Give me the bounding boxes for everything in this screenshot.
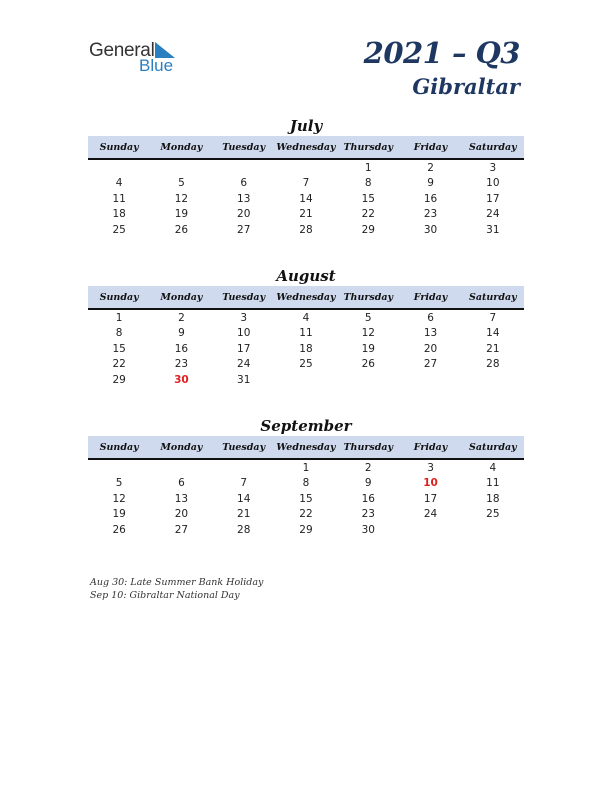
day-cell: 11 xyxy=(112,192,126,205)
day-cell: 1 xyxy=(364,161,372,174)
day-cell: 26 xyxy=(361,358,375,371)
weekday-label: Monday xyxy=(160,141,203,153)
day-cell: 22 xyxy=(361,208,375,221)
month-block-august xyxy=(88,266,524,388)
day-cell: 14 xyxy=(486,327,500,340)
weekday-header xyxy=(88,136,524,160)
week-row xyxy=(88,522,524,538)
day-cell: 3 xyxy=(427,461,434,474)
day-cell: 10 xyxy=(237,327,251,340)
day-cell: 7 xyxy=(302,177,310,190)
day-cell: 3 xyxy=(240,311,248,324)
week-row xyxy=(88,341,524,357)
week-row xyxy=(88,357,524,373)
day-cell: 29 xyxy=(361,223,375,236)
day-cell: 24 xyxy=(237,358,251,371)
day-cell: 21 xyxy=(237,508,251,521)
day-cell: 13 xyxy=(237,192,251,205)
day-cell: 5 xyxy=(178,177,185,190)
day-cell: 2 xyxy=(427,161,434,174)
day-cell: 31 xyxy=(237,373,251,386)
logo-general-text: General xyxy=(89,40,155,61)
day-cell: 8 xyxy=(302,477,310,490)
day-cell: 30 xyxy=(361,523,375,536)
day-cell: 31 xyxy=(486,223,500,236)
day-cell: 21 xyxy=(299,208,313,221)
day-cell: 9 xyxy=(178,327,185,340)
day-cell: 6 xyxy=(240,177,248,190)
day-cell: 14 xyxy=(299,192,313,205)
day-cell: 6 xyxy=(427,311,434,324)
day-cell: 12 xyxy=(174,192,189,205)
day-cell: 1 xyxy=(115,311,123,324)
day-cell: 17 xyxy=(423,492,438,505)
day-cell: 8 xyxy=(364,177,372,190)
day-cell: 23 xyxy=(361,508,375,521)
day-cell: 2 xyxy=(178,311,185,324)
month-name: July xyxy=(289,117,323,135)
day-cell: 18 xyxy=(112,208,126,221)
day-cell: 22 xyxy=(299,508,313,521)
day-cell: 26 xyxy=(174,223,189,236)
day-cell: 20 xyxy=(237,208,251,221)
day-cell: 18 xyxy=(299,342,313,355)
weekday-header xyxy=(88,436,524,460)
day-cell: 9 xyxy=(364,477,372,490)
weekday-label: Friday xyxy=(413,441,448,453)
holiday-notes xyxy=(90,576,263,602)
weekday-label: Tuesday xyxy=(222,291,266,303)
day-cell: 28 xyxy=(486,358,500,371)
day-cell: 2 xyxy=(364,461,372,474)
day-cell: 14 xyxy=(237,492,251,505)
week-row xyxy=(88,372,524,388)
day-cell: 7 xyxy=(240,477,248,490)
day-cell: 15 xyxy=(112,342,126,355)
day-cell: 16 xyxy=(361,492,375,505)
month-name: August xyxy=(276,267,336,285)
day-cell: 8 xyxy=(115,327,123,340)
page-subtitle: Gibraltar xyxy=(412,74,520,99)
day-cell: 17 xyxy=(237,342,251,355)
day-cell: 4 xyxy=(302,311,310,324)
day-cell: 27 xyxy=(423,358,438,371)
week-row xyxy=(88,491,524,507)
logo-blue-text: Blue xyxy=(139,56,174,75)
day-cell: 1 xyxy=(302,461,310,474)
day-cell: 22 xyxy=(112,358,126,371)
day-cell: 18 xyxy=(486,492,500,505)
day-cell: 12 xyxy=(361,327,375,340)
weekday-label: Thursday xyxy=(343,141,394,153)
day-cell: 7 xyxy=(489,311,497,324)
day-cell: 6 xyxy=(178,477,185,490)
day-cell: 27 xyxy=(237,223,251,236)
weekday-label: Wednesday xyxy=(276,291,336,303)
weekday-label: Monday xyxy=(160,291,203,303)
day-cell: 16 xyxy=(423,192,438,205)
day-cell: 5 xyxy=(364,311,372,324)
weekday-label: Wednesday xyxy=(276,141,336,153)
month-block-july xyxy=(88,116,524,238)
week-row xyxy=(88,476,524,492)
weekday-label: Friday xyxy=(413,141,448,153)
week-row xyxy=(88,310,524,326)
weekday-label: Thursday xyxy=(343,291,394,303)
page-title: 2021 – Q3 xyxy=(363,36,520,70)
day-cell: 5 xyxy=(115,477,123,490)
day-cell: 15 xyxy=(361,192,375,205)
day-cell: 25 xyxy=(486,508,500,521)
weekday-label: Saturday xyxy=(469,141,517,153)
week-row xyxy=(88,160,524,176)
day-cell: 20 xyxy=(174,508,189,521)
day-cell: 16 xyxy=(174,342,189,355)
day-cell: 4 xyxy=(115,177,123,190)
day-cell: 20 xyxy=(423,342,438,355)
weekday-label: Saturday xyxy=(469,291,517,303)
day-cell: 17 xyxy=(486,192,500,205)
holiday-note: Aug 30: Late Summer Bank Holiday xyxy=(90,577,264,588)
week-row xyxy=(88,326,524,342)
day-cell: 25 xyxy=(112,223,126,236)
day-cell: 11 xyxy=(299,327,313,340)
week-row xyxy=(88,507,524,523)
day-cell: 24 xyxy=(423,508,438,521)
day-cell: 23 xyxy=(174,358,189,371)
weekday-label: Friday xyxy=(413,291,448,303)
weekday-label: Tuesday xyxy=(222,141,266,153)
weekday-label: Sunday xyxy=(99,291,139,303)
week-row xyxy=(88,191,524,207)
day-cell: 24 xyxy=(486,208,500,221)
day-cell: 13 xyxy=(174,492,189,505)
logo xyxy=(89,40,189,80)
month-block-september xyxy=(88,416,524,538)
day-cell: 30 xyxy=(423,223,438,236)
day-cell: 28 xyxy=(299,223,313,236)
day-cell: 25 xyxy=(299,358,313,371)
day-cell: 26 xyxy=(112,523,126,536)
day-cell: 15 xyxy=(299,492,313,505)
weekday-label: Wednesday xyxy=(276,441,336,453)
day-cell: 21 xyxy=(486,342,500,355)
day-cell: 19 xyxy=(361,342,375,355)
weekday-header xyxy=(88,286,524,310)
month-name: September xyxy=(260,417,352,435)
weekday-label: Tuesday xyxy=(222,441,266,453)
week-row xyxy=(88,460,524,476)
day-cell: 9 xyxy=(427,177,434,190)
day-cell: 28 xyxy=(237,523,251,536)
day-cell: 30 xyxy=(174,373,189,386)
weekday-label: Thursday xyxy=(343,441,394,453)
day-cell: 29 xyxy=(112,373,126,386)
holiday-note: Sep 10: Gibraltar National Day xyxy=(90,590,240,601)
day-cell: 13 xyxy=(423,327,438,340)
day-cell: 11 xyxy=(486,477,500,490)
week-row xyxy=(88,176,524,192)
day-cell: 3 xyxy=(489,161,497,174)
weekday-label: Monday xyxy=(160,441,203,453)
weekday-label: Sunday xyxy=(99,441,139,453)
week-row xyxy=(88,222,524,238)
weekday-label: Sunday xyxy=(99,141,139,153)
day-cell: 19 xyxy=(112,508,126,521)
week-row xyxy=(88,207,524,223)
weekday-label: Saturday xyxy=(469,441,517,453)
day-cell: 29 xyxy=(299,523,313,536)
day-cell: 12 xyxy=(112,492,126,505)
day-cell: 27 xyxy=(174,523,189,536)
day-cell: 10 xyxy=(423,477,438,490)
day-cell: 4 xyxy=(489,461,497,474)
day-cell: 23 xyxy=(423,208,438,221)
day-cell: 10 xyxy=(486,177,500,190)
day-cell: 19 xyxy=(174,208,189,221)
